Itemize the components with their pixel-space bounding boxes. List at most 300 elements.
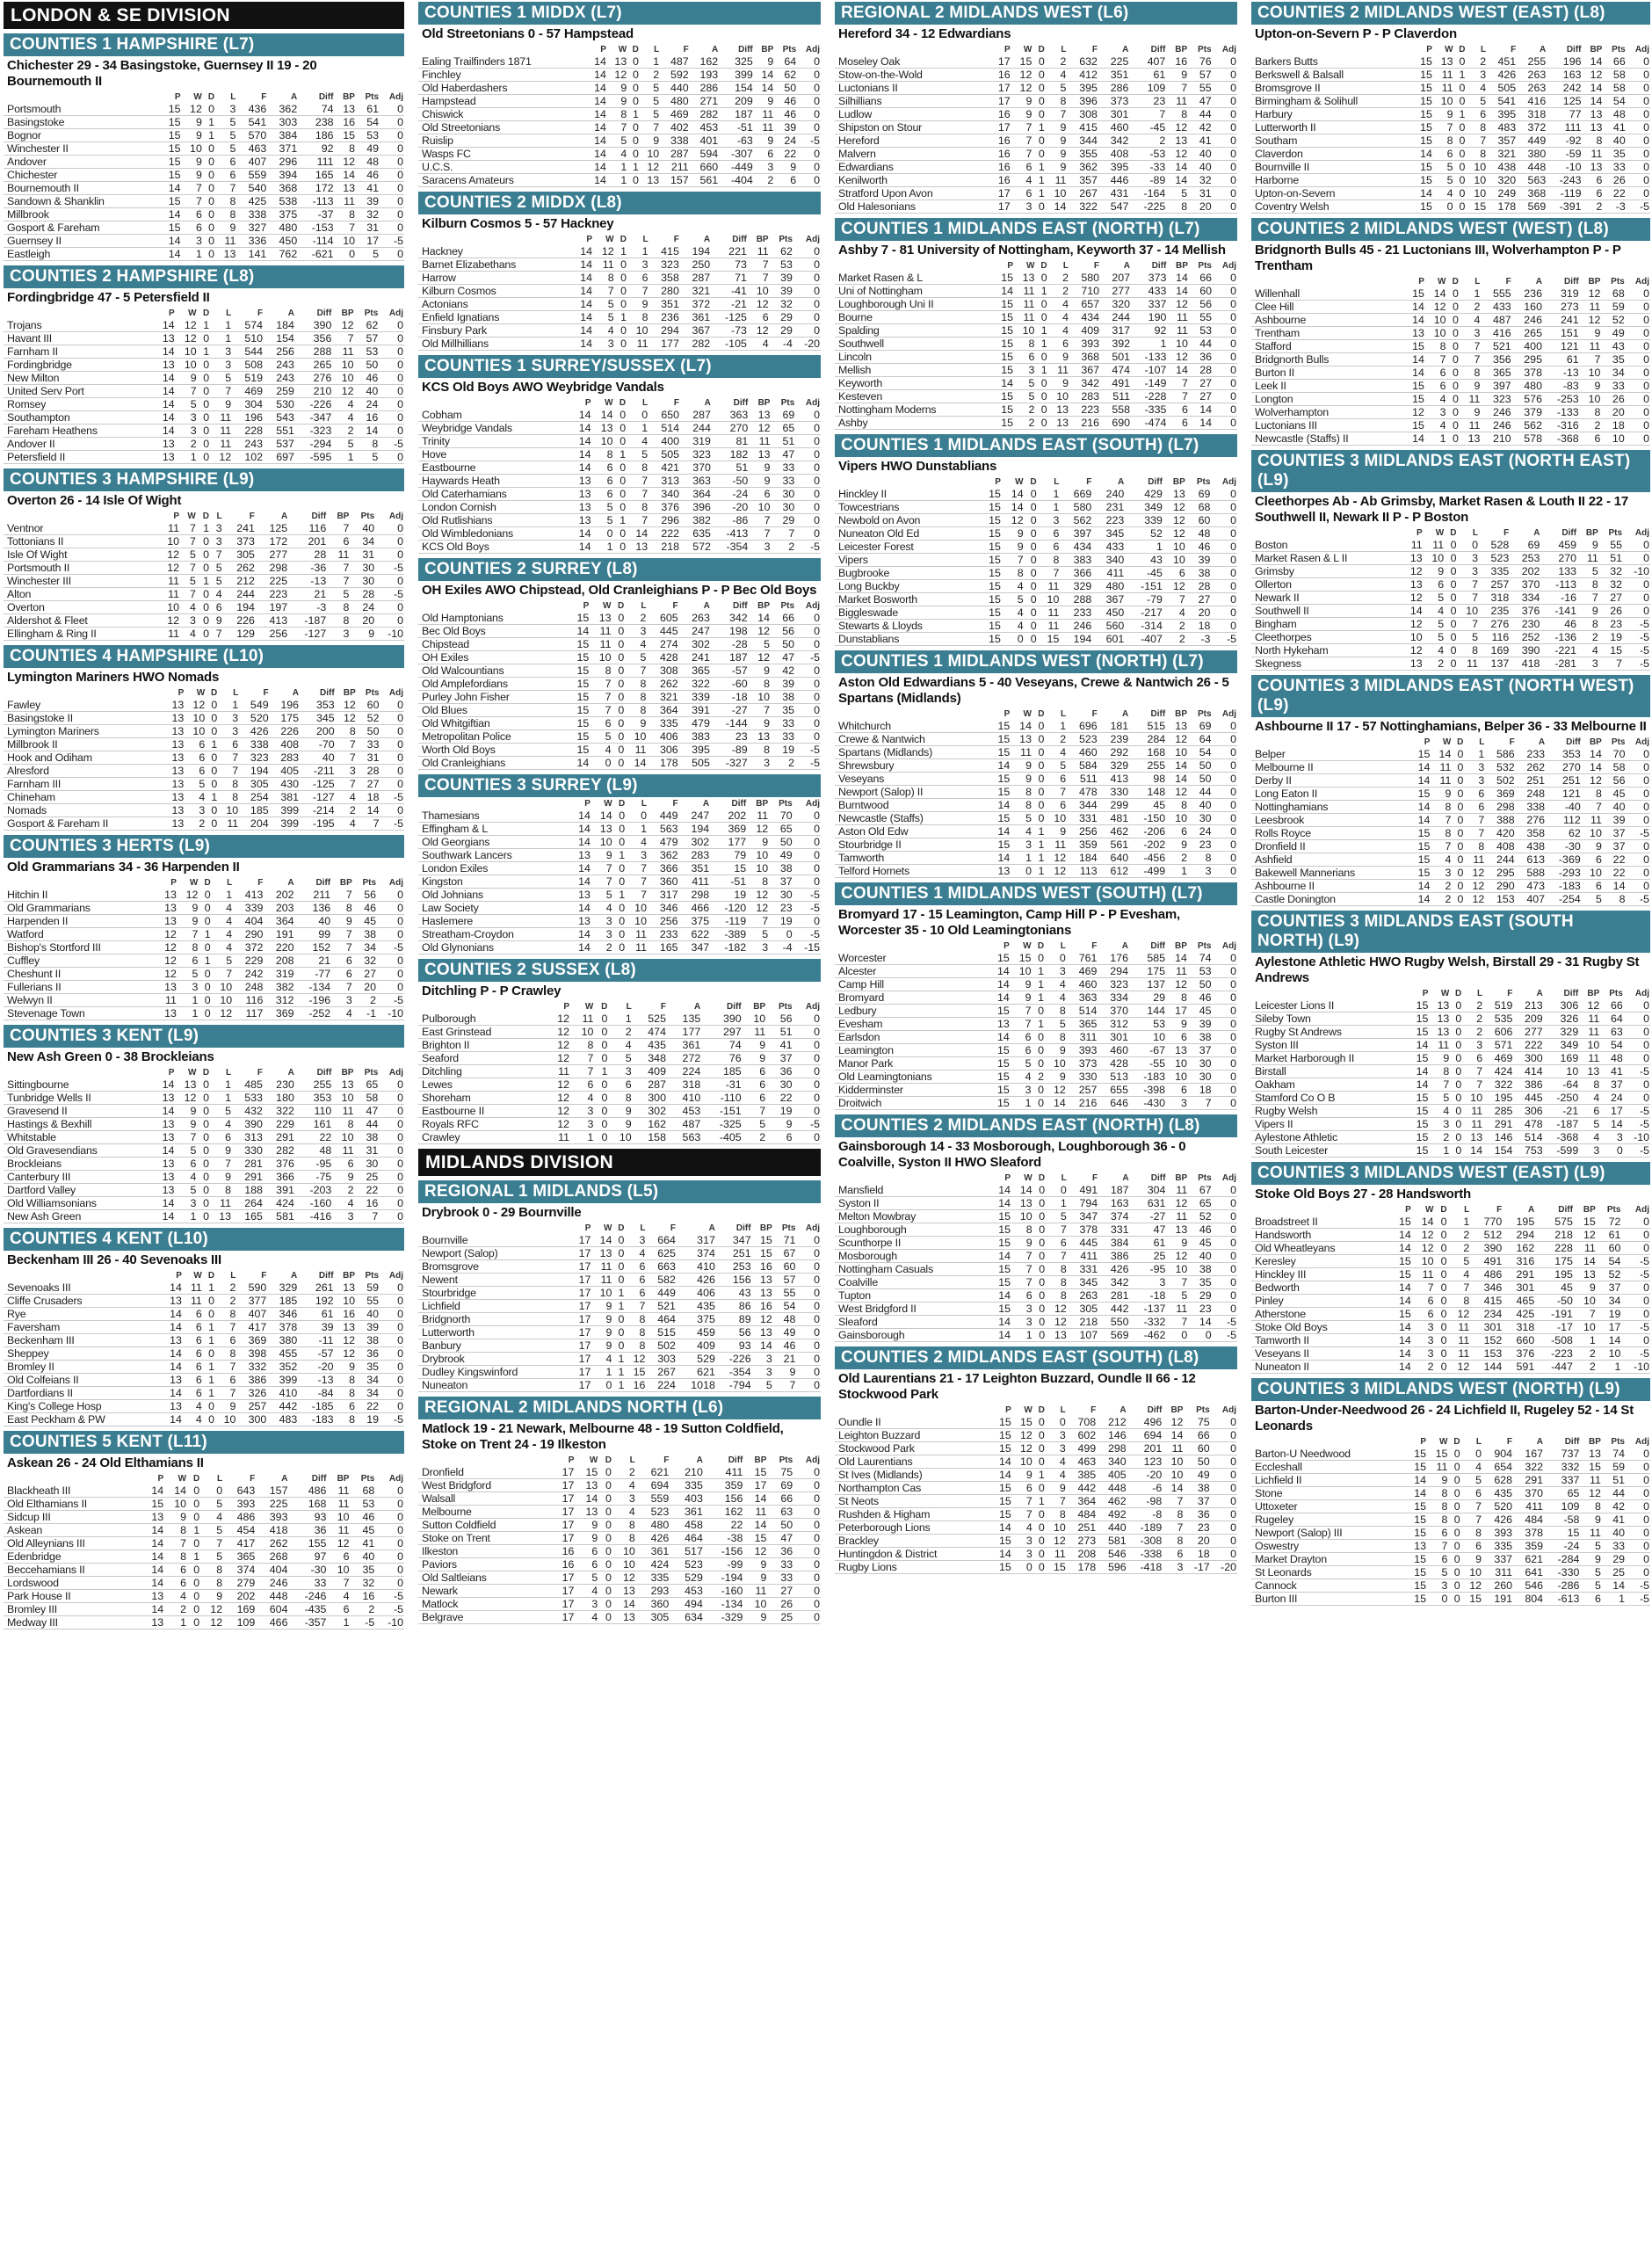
stat-cell: -20 bbox=[1221, 1561, 1236, 1573]
table-row bbox=[418, 55, 821, 69]
team-name: Ludlow bbox=[838, 108, 873, 120]
stat-cell: 8 bbox=[1060, 1276, 1067, 1288]
league-title: COUNTIES 2 MIDLANDS EAST (SOUTH) (L8) bbox=[835, 1346, 1237, 1369]
stat-cell: 12 bbox=[210, 1603, 223, 1615]
stat-cell: 6 bbox=[199, 751, 206, 764]
stat-cell: -125 bbox=[312, 778, 335, 790]
table-row bbox=[835, 799, 1237, 812]
team-name: Ealing Trailfinders 1871 bbox=[422, 55, 532, 68]
table-row bbox=[835, 1469, 1237, 1482]
stat-cell: 9 bbox=[1443, 1052, 1450, 1064]
stat-cell: -114 bbox=[312, 235, 334, 247]
stat-cell: 480 bbox=[650, 1519, 670, 1531]
stat-cell: 16 bbox=[343, 116, 355, 128]
stat-cell: 22 bbox=[366, 1184, 379, 1196]
stat-cell: 9 bbox=[764, 717, 770, 729]
column-header: A bbox=[1121, 709, 1129, 719]
stat-cell: 0 bbox=[1230, 108, 1236, 120]
stat-cell: 5 bbox=[1472, 631, 1479, 643]
table-row bbox=[418, 1313, 821, 1326]
stat-cell: 33 bbox=[782, 717, 795, 729]
stat-cell: 28 bbox=[1199, 364, 1212, 376]
stat-cell: 162 bbox=[1516, 1242, 1535, 1254]
stat-cell: 372 bbox=[692, 298, 711, 310]
stat-cell: 7 bbox=[1616, 657, 1622, 670]
column-header: D bbox=[618, 1223, 625, 1233]
stat-cell: -347 bbox=[309, 411, 332, 424]
table-row bbox=[1251, 1593, 1650, 1606]
stat-cell: 0 bbox=[814, 691, 820, 703]
stat-cell: 14 bbox=[1175, 174, 1188, 186]
stat-cell: 8 bbox=[762, 875, 769, 888]
stat-cell: 298 bbox=[691, 889, 710, 901]
stat-cell: 8 bbox=[1181, 991, 1187, 1004]
team-header bbox=[1251, 1436, 1406, 1448]
stat-cell: 15 bbox=[1414, 1527, 1427, 1539]
table-row bbox=[835, 417, 1237, 430]
table-row bbox=[4, 1171, 404, 1184]
stat-cell: 6 bbox=[1441, 1527, 1448, 1539]
stat-cell: -5 bbox=[809, 889, 820, 901]
team-name: Kingston bbox=[422, 875, 463, 888]
stat-cell: 11 bbox=[600, 1260, 612, 1273]
stat-cell: 295 bbox=[1524, 353, 1542, 366]
table-row bbox=[4, 1577, 404, 1590]
stat-cell: 0 bbox=[1230, 1005, 1236, 1017]
team-name: Spalding bbox=[838, 324, 880, 337]
stat-cell: 0 bbox=[620, 527, 627, 540]
league-title: COUNTIES 3 SURREY (L9) bbox=[418, 774, 821, 797]
stat-cell: 390 bbox=[1483, 1242, 1503, 1254]
stat-cell: 0 bbox=[1230, 121, 1236, 134]
stat-cell: 29 bbox=[782, 514, 795, 526]
stat-cell: 255 bbox=[313, 1078, 332, 1091]
stat-cell: 69 bbox=[1527, 539, 1540, 551]
stat-cell: 0 bbox=[397, 372, 403, 384]
stat-cell: 0 bbox=[620, 298, 627, 310]
team-name: Drybrook bbox=[422, 1353, 465, 1365]
stat-cell: 0 bbox=[1472, 539, 1479, 551]
stat-cell: 163 bbox=[1562, 69, 1582, 81]
stat-cell: 8 bbox=[372, 438, 379, 450]
stat-cell: 273 bbox=[1077, 1535, 1097, 1547]
stat-cell: 294 bbox=[1110, 965, 1128, 977]
stat-cell: 277 bbox=[1525, 1026, 1543, 1038]
stat-cell: 6 bbox=[1475, 1487, 1482, 1499]
stat-cell: 2 bbox=[1445, 893, 1452, 905]
stat-cell: 15 bbox=[1414, 1513, 1427, 1526]
stat-cell: -59 bbox=[1565, 148, 1582, 160]
stat-cell: 640 bbox=[1110, 852, 1129, 864]
stat-cell: 0 bbox=[1459, 200, 1466, 213]
stat-cell: 559 bbox=[650, 1492, 670, 1505]
stat-cell: 50 bbox=[1199, 773, 1212, 785]
stat-cell: 0 bbox=[814, 69, 820, 81]
stat-cell: 1 bbox=[618, 1287, 625, 1299]
column-header: L bbox=[1061, 45, 1067, 54]
stat-cell: 0 bbox=[619, 862, 626, 875]
stat-cell: -45 bbox=[1147, 567, 1163, 579]
stat-cell: 14 bbox=[997, 825, 1011, 838]
stat-cell: 11 bbox=[635, 941, 647, 954]
stat-cell: -474 bbox=[1144, 417, 1167, 429]
team-name: Andover II bbox=[7, 438, 55, 450]
stat-cell: 1 bbox=[641, 422, 648, 434]
team-header bbox=[418, 44, 587, 55]
stat-cell: 28 bbox=[362, 588, 375, 600]
table-row bbox=[418, 902, 821, 915]
stat-cell: 14 bbox=[170, 1361, 182, 1373]
stat-cell: 9 bbox=[786, 1118, 793, 1130]
stat-cell: 9 bbox=[1059, 1071, 1066, 1083]
stat-cell: 0 bbox=[1230, 1442, 1236, 1455]
stat-cell: 338 bbox=[248, 208, 267, 221]
stat-cell: 0 bbox=[1643, 1052, 1649, 1064]
stat-cell: 15 bbox=[576, 664, 590, 677]
stat-cell: 5 bbox=[1594, 1566, 1601, 1579]
stat-cell: 15 bbox=[168, 116, 181, 128]
column-header: F bbox=[660, 1002, 666, 1012]
table-row bbox=[418, 1012, 821, 1026]
stat-cell: 0 bbox=[1230, 298, 1236, 310]
stat-cell: 0 bbox=[1452, 406, 1459, 418]
stat-cell: 35 bbox=[1199, 1276, 1212, 1288]
stat-cell: 0 bbox=[208, 1413, 215, 1426]
stat-cell: 0 bbox=[1643, 539, 1649, 551]
stat-cell: 563 bbox=[659, 823, 678, 835]
stat-cell: 0 bbox=[814, 324, 820, 337]
stat-cell: 5 bbox=[1060, 759, 1067, 772]
league-block bbox=[835, 2, 1237, 214]
column-header: P bbox=[157, 1474, 164, 1484]
stat-cell: 12 bbox=[164, 954, 177, 967]
stat-cell: 12 bbox=[1588, 287, 1601, 300]
stat-cell: 9 bbox=[195, 156, 202, 168]
stat-cell: 38 bbox=[364, 928, 377, 940]
stat-cell: 11 bbox=[1589, 301, 1601, 313]
stat-cell: 0 bbox=[1440, 1334, 1447, 1346]
stat-cell: 11 bbox=[1588, 1052, 1600, 1064]
standings-table bbox=[418, 1001, 821, 1144]
stat-cell: 12 bbox=[344, 699, 356, 711]
stat-cell: 3 bbox=[764, 757, 770, 769]
stat-cell: 8 bbox=[1177, 1508, 1184, 1521]
stat-cell: 282 bbox=[276, 1144, 294, 1157]
stat-cell: 7 bbox=[216, 1537, 223, 1550]
stat-cell: 11 bbox=[1441, 82, 1453, 94]
stat-cell: 0 bbox=[1643, 148, 1649, 160]
stat-cell: 300 bbox=[248, 1413, 267, 1426]
stat-cell: 13 bbox=[1054, 1329, 1067, 1341]
column-header: Adj bbox=[1634, 989, 1649, 998]
column-header: A bbox=[1535, 277, 1542, 287]
stat-cell: -5 bbox=[365, 1616, 375, 1629]
stat-cell: 339 bbox=[692, 691, 710, 703]
stat-cell: -447 bbox=[1551, 1361, 1573, 1373]
stat-cell: 435 bbox=[1494, 1487, 1512, 1499]
stat-cell: 287 bbox=[670, 148, 689, 160]
stat-cell: 9 bbox=[764, 461, 771, 474]
table-row bbox=[4, 804, 404, 817]
table-row bbox=[418, 836, 821, 849]
stat-cell: 13 bbox=[343, 103, 355, 115]
stat-cell: 0 bbox=[204, 981, 211, 993]
stat-cell: 514 bbox=[1525, 1131, 1543, 1143]
stat-cell: 228 bbox=[244, 425, 264, 437]
stat-cell: 4 bbox=[1059, 978, 1066, 991]
stat-cell: 14 bbox=[1398, 1361, 1411, 1373]
stat-cell: 1 bbox=[1619, 1593, 1625, 1605]
team-name: Ashby bbox=[838, 417, 868, 429]
stat-cell: 15 bbox=[1001, 272, 1014, 284]
stat-cell: 12 bbox=[1472, 867, 1485, 879]
stat-cell: 15 bbox=[1416, 1026, 1429, 1038]
stat-cell: 267 bbox=[657, 1366, 676, 1378]
stat-cell: 18 bbox=[1199, 1084, 1212, 1096]
stat-cell: 2 bbox=[1178, 620, 1185, 632]
stat-cell: 0 bbox=[193, 1603, 200, 1615]
table-row bbox=[418, 1300, 821, 1313]
column-header: BP bbox=[1175, 709, 1188, 719]
stat-cell: 61 bbox=[1153, 69, 1166, 81]
column-header: BP bbox=[1590, 45, 1603, 54]
stat-cell: 9 bbox=[653, 134, 660, 147]
standings-table bbox=[4, 877, 404, 1020]
team-name: Old Cranleighians bbox=[422, 757, 506, 769]
team-name: Vipers II bbox=[1255, 1118, 1293, 1130]
stat-cell: 0 bbox=[204, 915, 211, 927]
stat-cell: 319 bbox=[1560, 287, 1579, 300]
stat-cell: 0 bbox=[1038, 1561, 1045, 1573]
stat-cell: 7 bbox=[345, 941, 352, 954]
stat-cell: 4 bbox=[1060, 746, 1067, 758]
stat-cell: 11 bbox=[1468, 419, 1481, 432]
stat-cell: 279 bbox=[236, 1577, 256, 1589]
column-header: Diff bbox=[738, 45, 753, 54]
stat-cell: 0 bbox=[397, 614, 403, 627]
table-header-row bbox=[4, 308, 404, 319]
stat-cell: 8 bbox=[1480, 121, 1487, 134]
stat-cell: 0 bbox=[814, 625, 820, 637]
table-row bbox=[418, 1234, 821, 1247]
stat-cell: 5 bbox=[372, 451, 379, 463]
stat-cell: 0 bbox=[1643, 55, 1649, 68]
stat-cell: -160 bbox=[309, 1197, 332, 1209]
stat-cell: 66 bbox=[782, 612, 795, 624]
stat-cell: 10 bbox=[756, 862, 769, 875]
stat-cell: 5 bbox=[216, 1498, 223, 1510]
stat-cell: 340 bbox=[1107, 1455, 1127, 1468]
stat-cell: 133 bbox=[1558, 565, 1577, 577]
table-row bbox=[4, 941, 404, 954]
table-row bbox=[418, 809, 821, 823]
stat-cell: 4 bbox=[1062, 298, 1069, 310]
column-header: W bbox=[589, 1455, 598, 1465]
table-row bbox=[4, 195, 404, 208]
stat-cell: 32 bbox=[780, 298, 793, 310]
stat-cell: 33 bbox=[782, 461, 795, 474]
stat-cell: 0 bbox=[1643, 393, 1649, 405]
team-name: Rugeley bbox=[1255, 1513, 1294, 1526]
stat-cell: -13 bbox=[1562, 367, 1579, 379]
stat-cell: 11 bbox=[342, 345, 354, 358]
league-title: COUNTIES 2 MIDLANDS WEST (WEST) (L8) bbox=[1251, 218, 1650, 241]
stat-cell: -327 bbox=[725, 757, 748, 769]
stat-cell: 0 bbox=[397, 889, 403, 901]
stat-cell: 11 bbox=[1439, 761, 1452, 773]
stat-cell: 318 bbox=[1516, 1321, 1535, 1333]
team-name: Leamington bbox=[838, 1044, 894, 1056]
stat-cell: 17 bbox=[578, 1260, 591, 1273]
stat-cell: 413 bbox=[1110, 773, 1129, 785]
column-header: Pts bbox=[779, 1002, 793, 1012]
stat-cell: 0 bbox=[1230, 746, 1236, 758]
stat-cell: 1 bbox=[190, 1210, 197, 1223]
stat-cell: 8 bbox=[607, 272, 614, 284]
stat-cell: 16 bbox=[997, 134, 1011, 147]
table-row bbox=[835, 285, 1237, 298]
stat-cell: 373 bbox=[1110, 95, 1129, 107]
stat-cell: 635 bbox=[692, 527, 711, 540]
stat-cell: 0 bbox=[605, 1598, 612, 1610]
stat-cell: 168 bbox=[308, 1498, 327, 1510]
column-header: D bbox=[1038, 45, 1045, 54]
stat-cell: 9 bbox=[1594, 327, 1601, 339]
column-header: BP bbox=[761, 45, 774, 54]
team-name: Hinckley II bbox=[838, 488, 887, 500]
stat-cell: 11 bbox=[1590, 1527, 1601, 1539]
team-name: Nuneaton bbox=[422, 1379, 468, 1391]
stat-cell: 14 bbox=[576, 625, 590, 637]
stat-cell: 211 bbox=[670, 161, 689, 173]
stat-cell: 0 bbox=[620, 541, 627, 553]
stat-cell: 13 bbox=[162, 1092, 175, 1104]
team-name: Beccehamians II bbox=[7, 1564, 85, 1576]
stat-cell: 0 bbox=[605, 1379, 612, 1391]
stat-cell: 15 bbox=[1019, 55, 1032, 68]
stat-cell: 415 bbox=[661, 245, 679, 258]
stat-cell: 20 bbox=[362, 614, 375, 627]
stat-cell: -4 bbox=[782, 338, 793, 350]
table-row bbox=[418, 875, 821, 889]
column-header: Pts bbox=[779, 799, 793, 809]
stat-cell: 53 bbox=[1153, 1018, 1166, 1030]
stat-cell: 14 bbox=[998, 1197, 1011, 1209]
team-name: Newport (Salop) II bbox=[838, 786, 924, 798]
stat-cell: 34 bbox=[1608, 1295, 1621, 1307]
team-name: Old Whitgiftian bbox=[422, 717, 490, 729]
stat-cell: 0 bbox=[211, 699, 218, 711]
stat-cell: 4 bbox=[225, 1118, 232, 1130]
stat-cell: 280 bbox=[661, 285, 679, 297]
stat-cell: 11 bbox=[754, 1026, 766, 1038]
stat-cell: 0 bbox=[1230, 620, 1236, 632]
stat-cell: 7 bbox=[605, 678, 612, 690]
stat-cell: 2 bbox=[1589, 1347, 1596, 1360]
stat-cell: 2 bbox=[1445, 880, 1452, 892]
column-header: D bbox=[1038, 1173, 1046, 1183]
stat-cell: 30 bbox=[362, 562, 375, 574]
column-header: W bbox=[603, 601, 612, 611]
stat-cell: 0 bbox=[620, 488, 627, 500]
table-row bbox=[1251, 82, 1650, 95]
stat-cell: 0 bbox=[1230, 174, 1236, 186]
stat-cell: 13 bbox=[162, 451, 175, 463]
stat-cell: -50 bbox=[1556, 1295, 1573, 1307]
stat-cell: 93 bbox=[738, 1339, 751, 1352]
stat-cell: 14 bbox=[1176, 272, 1188, 284]
stat-cell: -307 bbox=[730, 148, 753, 160]
stat-cell: 0 bbox=[208, 1295, 215, 1307]
stat-cell: 338 bbox=[670, 134, 689, 147]
stat-cell: 41 bbox=[1612, 121, 1626, 134]
stat-cell: 0 bbox=[1230, 1031, 1236, 1043]
stat-cell: 14 bbox=[594, 134, 606, 147]
table-row bbox=[835, 1495, 1237, 1508]
stat-cell: -194 bbox=[721, 1571, 743, 1584]
stat-cell: 15 bbox=[576, 651, 590, 664]
stat-cell: 0 bbox=[1059, 952, 1066, 964]
stat-cell: 10 bbox=[1056, 390, 1069, 403]
column-header: Diff bbox=[1564, 277, 1579, 287]
stat-cell: 2 bbox=[1028, 403, 1035, 416]
stat-cell: 5 bbox=[605, 730, 612, 743]
stat-cell: 3 bbox=[587, 1105, 594, 1117]
stat-cell: 480 bbox=[670, 95, 689, 107]
stat-cell: 195 bbox=[1554, 1268, 1573, 1281]
stat-cell: 0 bbox=[1459, 121, 1466, 134]
stat-cell: 3 bbox=[225, 345, 232, 358]
stat-cell: 15 bbox=[1414, 1593, 1427, 1605]
stat-cell: 14 bbox=[170, 1387, 182, 1399]
stat-cell: 212 bbox=[1107, 1416, 1127, 1428]
stat-cell: -389 bbox=[724, 928, 747, 940]
stat-cell: 70 bbox=[1612, 748, 1626, 760]
stat-cell: 12 bbox=[759, 1313, 772, 1325]
stat-cell: -5 bbox=[1639, 893, 1649, 905]
stat-cell: 2 bbox=[1062, 285, 1069, 297]
table-row bbox=[418, 823, 821, 836]
stat-cell: 1 bbox=[1038, 978, 1045, 991]
stat-cell: 11 bbox=[599, 625, 612, 637]
stat-cell: 393 bbox=[1081, 338, 1099, 350]
stat-cell: 8 bbox=[1463, 1295, 1470, 1307]
stat-cell: 0 bbox=[814, 1326, 820, 1339]
stat-cell: 478 bbox=[1525, 1118, 1543, 1130]
table-row bbox=[1251, 1500, 1650, 1513]
stat-cell: -125 bbox=[725, 311, 747, 323]
stat-cell: 0 bbox=[397, 169, 403, 181]
team-name: Rye bbox=[7, 1308, 26, 1320]
stat-cell: 10 bbox=[1440, 95, 1453, 107]
stat-cell: 148 bbox=[1147, 786, 1166, 798]
column-header: BP bbox=[1175, 1173, 1188, 1183]
stat-cell: 77 bbox=[1569, 108, 1582, 120]
stat-cell: 153 bbox=[1496, 893, 1515, 905]
stat-cell: 11 bbox=[227, 817, 239, 830]
stat-cell: 11 bbox=[1176, 1210, 1188, 1223]
table-row bbox=[1251, 539, 1650, 552]
stat-cell: 55 bbox=[1610, 539, 1622, 551]
stat-cell: 0 bbox=[1230, 311, 1236, 323]
stat-cell: 0 bbox=[1038, 1548, 1045, 1560]
stat-cell: 14 bbox=[580, 338, 593, 350]
stat-cell: -63 bbox=[736, 134, 753, 147]
stat-cell: 0 bbox=[814, 435, 820, 447]
stat-cell: 1 bbox=[193, 1550, 200, 1563]
stat-cell: 306 bbox=[1560, 999, 1579, 1012]
stat-cell: 6 bbox=[639, 1260, 646, 1273]
